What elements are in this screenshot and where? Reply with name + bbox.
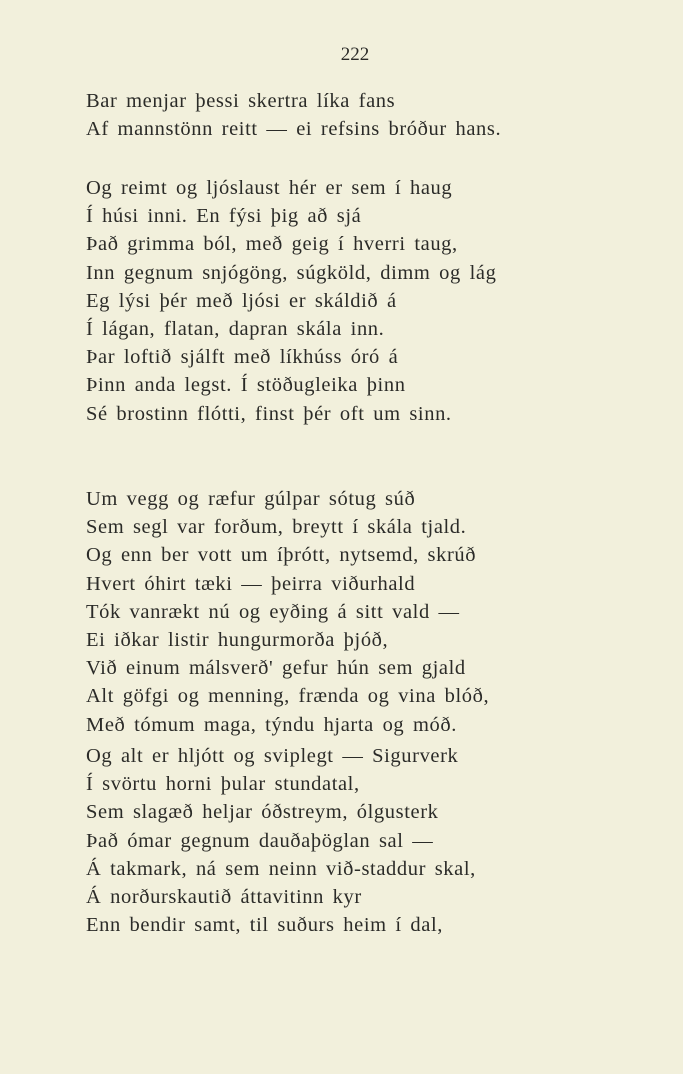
verse-line: Sé brostinn flótti, finst þér oft um sinn. bbox=[86, 402, 452, 425]
verse-line: Og alt er hljótt og sviplegt — Sigurverk bbox=[86, 745, 459, 767]
verse-line: Í lágan, flatan, dapran skála inn. bbox=[86, 317, 385, 340]
verse-line: Og enn ber vott um íþrótt, nytsemd, skrúð bbox=[86, 544, 477, 567]
page-number: 222 bbox=[340, 44, 370, 65]
stanza-2 bbox=[86, 174, 496, 428]
verse-line: Þar loftið sjálft með líkhúss óró á bbox=[86, 346, 399, 369]
verse-line: Hvert óhirt tæki — þeirra viðurhald bbox=[86, 572, 416, 595]
verse-line: Sem slagæð heljar óðstreym, ólgusterk bbox=[86, 801, 439, 824]
verse-line: Og reimt og ljóslaust hér er sem í haug bbox=[86, 177, 453, 199]
verse-line: Í húsi inni. En fýsi þig að sjá bbox=[86, 205, 362, 228]
verse-line: Um vegg og ræfur gúlpar sótug súð bbox=[86, 488, 416, 510]
verse-line: Það grimma ból, með geig í hverri taug, bbox=[86, 233, 458, 256]
verse-line: Ei iðkar listir hungurmorða þjóð, bbox=[86, 628, 389, 651]
verse-line: Eg lýsi þér með ljósi er skáldið á bbox=[86, 289, 397, 312]
verse-line: Á takmark, ná sem neinn við-staddur skal, bbox=[86, 857, 476, 880]
stanza-1 bbox=[86, 87, 501, 143]
verse-line: Við einum málsverð' gefur hún sem gjald bbox=[86, 657, 466, 680]
verse-line: Enn bendir samt, til suðurs heim í dal, bbox=[86, 914, 443, 937]
verse-line: Það ómar gegnum dauðaþöglan sal — bbox=[86, 829, 434, 852]
stanza-3 bbox=[86, 485, 489, 739]
verse-line: Tók vanrækt nú og eyðing á sitt vald — bbox=[86, 600, 460, 623]
stanza-4 bbox=[86, 742, 476, 939]
verse-line: Bar menjar þessi skertra líka fans bbox=[86, 90, 396, 112]
verse-line: Á norðurskautið áttavitinn kyr bbox=[86, 885, 362, 908]
verse-line: Í svörtu horni þular stundatal, bbox=[86, 773, 360, 796]
verse-line: Þinn anda legst. Í stöðugleika þinn bbox=[86, 374, 406, 397]
verse-line: Af mannstönn reitt — ei refsins bróður hans. bbox=[86, 118, 502, 141]
verse-line: Inn gegnum snjógöng, súgköld, dimm og lág bbox=[86, 261, 497, 284]
verse-line: Alt göfgi og menning, frænda og vina blóð, bbox=[86, 685, 490, 708]
verse-line: Með tómum maga, týndu hjarta og móð. bbox=[86, 713, 457, 736]
verse-line: Sem segl var forðum, breytt í skála tjald. bbox=[86, 516, 467, 539]
